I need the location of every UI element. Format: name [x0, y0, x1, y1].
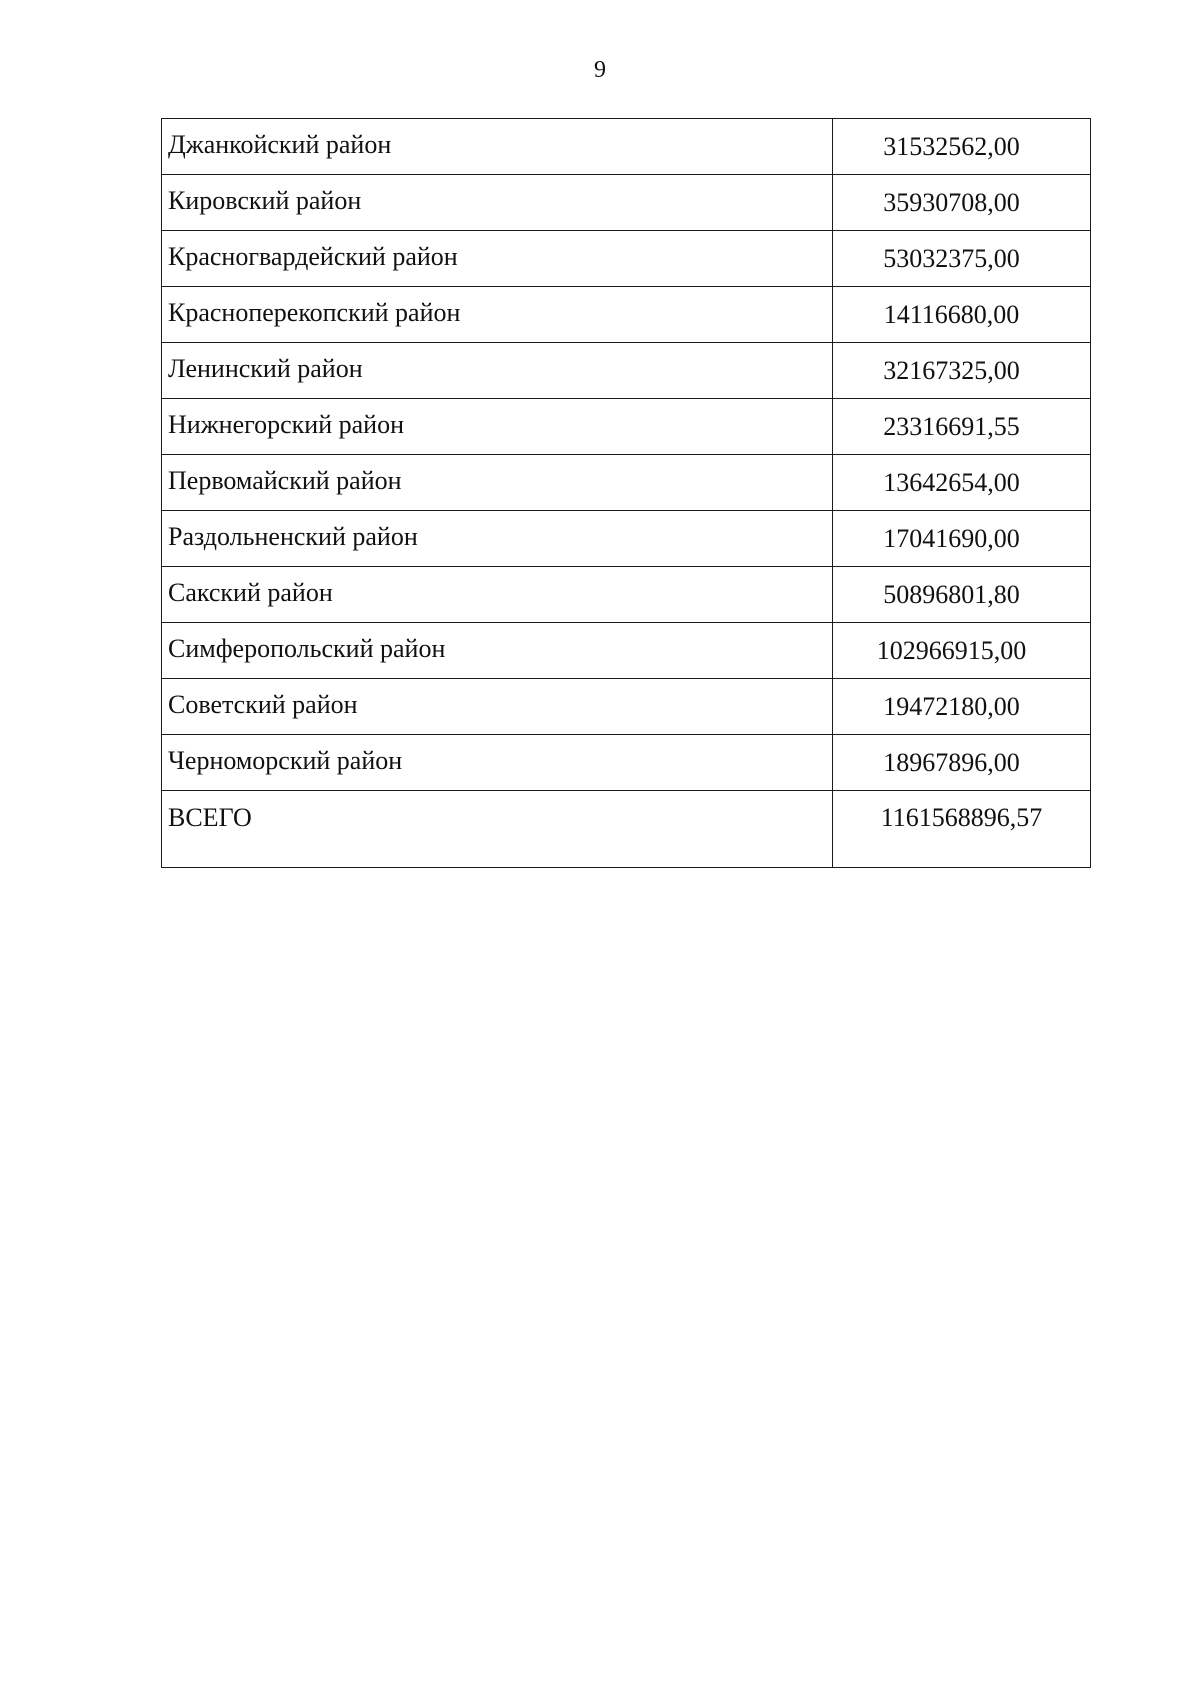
district-name: Красногвардейский район [162, 231, 833, 287]
district-amount: 14116680,00 [833, 287, 1091, 343]
district-amount: 53032375,00 [833, 231, 1091, 287]
table-row [162, 231, 1091, 287]
district-amount: 102966915,00 [833, 623, 1091, 679]
table-row [162, 735, 1091, 791]
district-name: Черноморский район [162, 735, 833, 791]
district-amount: 18967896,00 [833, 735, 1091, 791]
table-row [162, 175, 1091, 231]
district-name: Кировский район [162, 175, 833, 231]
table-body [162, 119, 1091, 868]
table-row [162, 399, 1091, 455]
district-budget-table [161, 118, 1091, 868]
district-name: Первомайский район [162, 455, 833, 511]
district-amount: 13642654,00 [833, 455, 1091, 511]
district-amount: 23316691,55 [833, 399, 1091, 455]
table-row [162, 511, 1091, 567]
total-amount: 1161568896,57 [833, 791, 1091, 868]
district-name: Советский район [162, 679, 833, 735]
table-row [162, 343, 1091, 399]
district-amount: 17041690,00 [833, 511, 1091, 567]
page-number: 9 [594, 57, 606, 83]
district-name: Раздольненский район [162, 511, 833, 567]
table-row [162, 287, 1091, 343]
district-name: Ленинский район [162, 343, 833, 399]
district-name: Нижнегорский район [162, 399, 833, 455]
district-amount: 32167325,00 [833, 343, 1091, 399]
district-amount: 35930708,00 [833, 175, 1091, 231]
district-amount: 31532562,00 [833, 119, 1091, 175]
total-row [162, 791, 1091, 868]
table-row [162, 455, 1091, 511]
district-name: Красноперекопский район [162, 287, 833, 343]
table-row [162, 567, 1091, 623]
total-label: ВСЕГО [162, 791, 833, 868]
district-name: Джанкойский район [162, 119, 833, 175]
district-amount: 50896801,80 [833, 567, 1091, 623]
district-name: Сакский район [162, 567, 833, 623]
table-row [162, 119, 1091, 175]
table-row [162, 679, 1091, 735]
district-name: Симферопольский район [162, 623, 833, 679]
district-amount: 19472180,00 [833, 679, 1091, 735]
table-row [162, 623, 1091, 679]
